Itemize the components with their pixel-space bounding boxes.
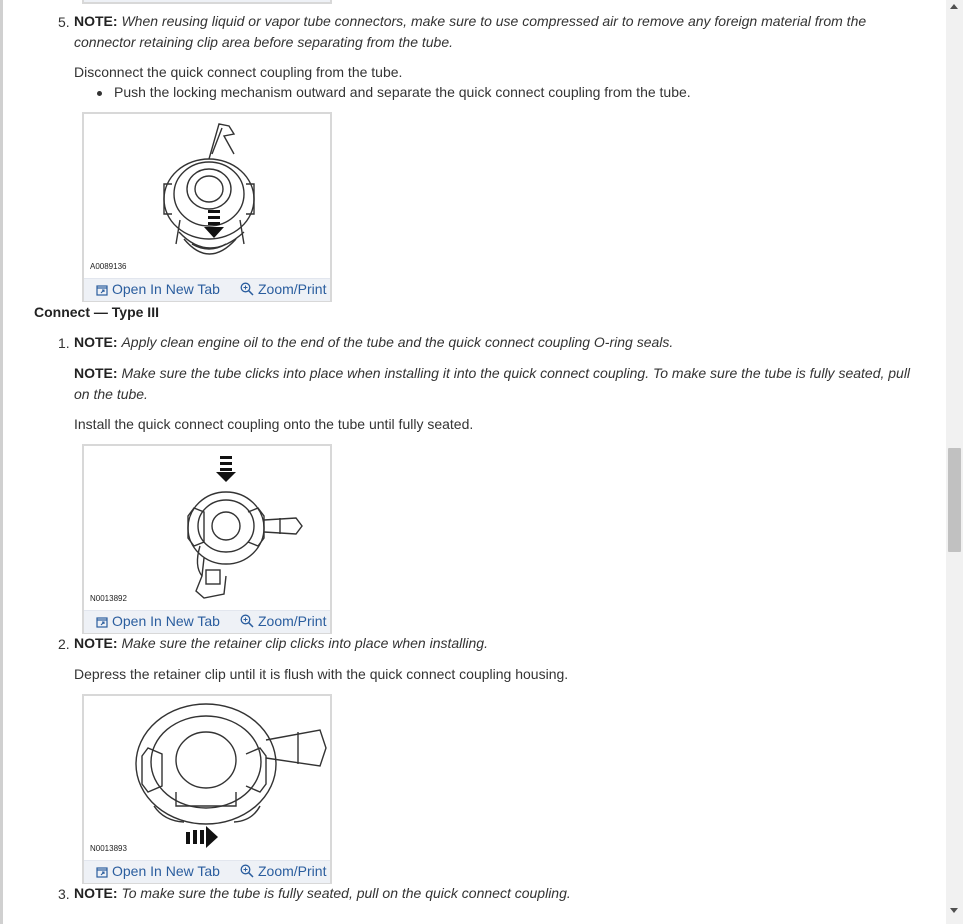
zoom-label: Zoom/Print xyxy=(258,281,327,297)
note-text: Apply clean engine oil to the end of the tube and the quick connect coupling O-ring seals. xyxy=(121,334,674,350)
zoom-label: Zoom/Print xyxy=(258,863,327,879)
open-in-new-tab-link[interactable] xyxy=(96,863,220,879)
open-new-tab-icon xyxy=(96,866,108,878)
step5-bullet: Push the locking mechanism outward and separate the quick connect coupling from the tube. xyxy=(114,84,691,100)
note-label: NOTE: xyxy=(74,365,118,381)
figure-code: N0013892 xyxy=(90,594,127,603)
step3-note xyxy=(74,883,571,904)
zoom-label: Zoom/Print xyxy=(258,613,327,629)
step1-instruction: Install the quick connect coupling onto the tube until fully seated. xyxy=(74,416,474,432)
zoom-print-link[interactable] xyxy=(240,863,326,879)
step1-note2 xyxy=(74,363,910,384)
step2-note xyxy=(74,633,488,654)
step-number: 5. xyxy=(58,14,70,30)
step-number: 1. xyxy=(58,335,70,351)
figure-n0013893 xyxy=(82,694,332,884)
scrollbar-thumb[interactable] xyxy=(948,448,961,552)
open-tab-label: Open In New Tab xyxy=(112,281,220,297)
open-in-new-tab-link[interactable] xyxy=(96,281,220,297)
figure-n0013892 xyxy=(82,444,332,634)
figure-code: A0089136 xyxy=(90,262,127,271)
zoom-icon xyxy=(240,282,254,296)
note-text: When reusing liquid or vapor tube connectors, make sure to use compressed air to remove any foreign material from the xyxy=(121,13,867,29)
vertical-scrollbar[interactable] xyxy=(946,0,963,924)
open-in-new-tab-link[interactable] xyxy=(96,613,220,629)
zoom-print-link[interactable] xyxy=(240,613,326,629)
note-text: Make sure the retainer clip clicks into place when installing. xyxy=(121,635,488,651)
step-number: 3. xyxy=(58,886,70,902)
note-label: NOTE: xyxy=(74,13,118,29)
coupling-install-illustration xyxy=(84,446,330,606)
step2-instruction: Depress the retainer clip until it is flush with the quick connect coupling housing. xyxy=(74,666,569,682)
step5-note xyxy=(74,11,866,32)
step5-note-cont: connector retaining clip area before separating from the tube. xyxy=(74,34,454,50)
note-label: NOTE: xyxy=(74,635,118,651)
zoom-print-link[interactable] xyxy=(240,281,326,297)
open-tab-label: Open In New Tab xyxy=(112,863,220,879)
open-tab-label: Open In New Tab xyxy=(112,613,220,629)
step5-instruction: Disconnect the quick connect coupling from the tube. xyxy=(74,64,403,80)
retainer-clip-illustration xyxy=(84,696,330,856)
zoom-icon xyxy=(240,614,254,628)
figure-links xyxy=(84,860,330,883)
section-heading: Connect — Type III xyxy=(34,304,159,320)
open-new-tab-icon xyxy=(96,616,108,628)
coupling-disconnect-illustration xyxy=(84,114,330,274)
zoom-icon xyxy=(240,864,254,878)
step-number: 2. xyxy=(58,636,70,652)
note-text: Make sure the tube clicks into place when installing it into the quick connect coupling. To make sure the tube is fully seated, pull xyxy=(121,365,911,381)
step1-note2-cont: on the tube. xyxy=(74,386,148,402)
figure-links xyxy=(84,278,330,301)
figure-links xyxy=(84,610,330,633)
figure-links-partial xyxy=(82,0,332,4)
open-new-tab-icon xyxy=(96,284,108,296)
figure-code: N0013893 xyxy=(90,844,127,853)
note-text: To make sure the tube is fully seated, pull on the quick connect coupling. xyxy=(121,885,571,901)
scroll-down-icon[interactable] xyxy=(950,908,958,913)
figure-a0089136 xyxy=(82,112,332,302)
note-label: NOTE: xyxy=(74,885,118,901)
bullet-dot xyxy=(97,91,102,96)
note-label: NOTE: xyxy=(74,334,118,350)
step1-note xyxy=(74,332,673,353)
scroll-up-icon[interactable] xyxy=(950,4,958,9)
